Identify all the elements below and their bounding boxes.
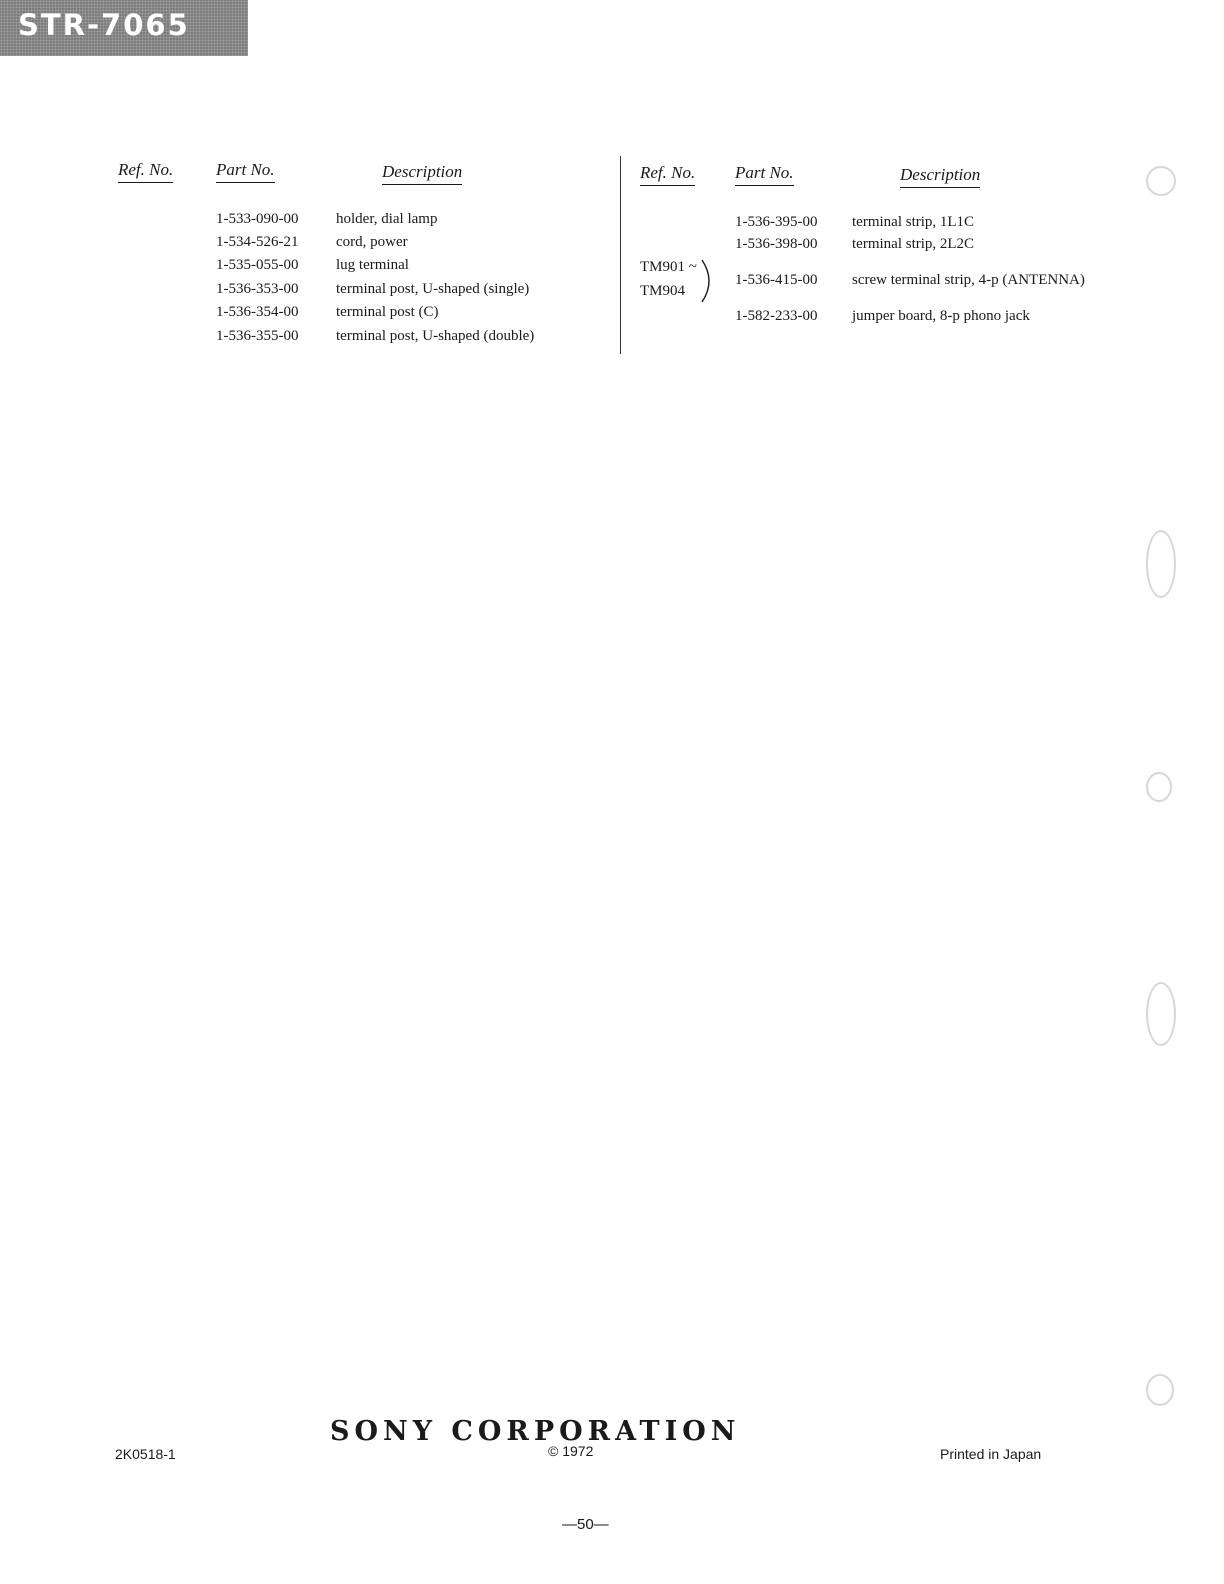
page-number: —50— xyxy=(562,1516,609,1533)
right-row-3-part: 1-536-415-00 xyxy=(735,272,818,288)
left-row-5-desc: terminal post (C) xyxy=(336,304,439,320)
copyright: © 1972 xyxy=(548,1443,594,1459)
right-row-1-part: 1-536-395-00 xyxy=(735,214,818,230)
right-header-part: Part No. xyxy=(735,163,794,186)
left-header-desc: Description xyxy=(382,162,462,185)
left-row-1-desc: holder, dial lamp xyxy=(336,211,438,227)
right-row-3-desc: screw terminal strip, 4-p (ANTENNA) xyxy=(852,272,1085,288)
model-label-tab xyxy=(0,0,248,56)
right-header-ref: Ref. No. xyxy=(640,163,695,186)
left-row-6-part: 1-536-355-00 xyxy=(216,328,299,344)
right-row-4-desc: jumper board, 8-p phono jack xyxy=(852,308,1030,324)
left-row-3-part: 1-535-055-00 xyxy=(216,257,299,273)
right-row-1-desc: terminal strip, 1L1C xyxy=(852,214,975,230)
right-row-3-ref-end: TM904 xyxy=(640,283,685,299)
punch-hole-icon xyxy=(1146,1374,1174,1406)
left-row-2-part: 1-534-526-21 xyxy=(216,234,299,250)
right-header-desc: Description xyxy=(900,165,980,188)
right-row-2-part: 1-536-398-00 xyxy=(735,236,818,252)
right-row-3-ref: TM901 ~ xyxy=(640,259,697,275)
left-header-ref: Ref. No. xyxy=(118,160,173,183)
left-row-1-part: 1-533-090-00 xyxy=(216,211,299,227)
company-name: SONY CORPORATION xyxy=(330,1416,741,1447)
range-bracket-icon xyxy=(698,258,718,304)
left-header-part: Part No. xyxy=(216,160,275,183)
document-code: 2K0518-1 xyxy=(115,1446,176,1462)
left-row-3-desc: lug terminal xyxy=(336,257,409,273)
left-row-4-part: 1-536-353-00 xyxy=(216,281,299,297)
right-row-2-desc: terminal strip, 2L2C xyxy=(852,236,975,252)
punch-hole-icon xyxy=(1146,530,1176,598)
model-label: STR-7065 xyxy=(18,8,190,42)
left-row-2-desc: cord, power xyxy=(336,234,408,250)
punch-hole-icon xyxy=(1146,772,1172,802)
right-row-4-part: 1-582-233-00 xyxy=(735,308,818,324)
left-row-5-part: 1-536-354-00 xyxy=(216,304,299,320)
punch-hole-icon xyxy=(1146,982,1176,1046)
left-row-6-desc: terminal post, U-shaped (double) xyxy=(336,328,535,344)
printed-in: Printed in Japan xyxy=(940,1446,1042,1462)
column-divider xyxy=(620,156,621,354)
punch-hole-icon xyxy=(1146,166,1176,196)
left-row-4-desc: terminal post, U-shaped (single) xyxy=(336,281,530,297)
